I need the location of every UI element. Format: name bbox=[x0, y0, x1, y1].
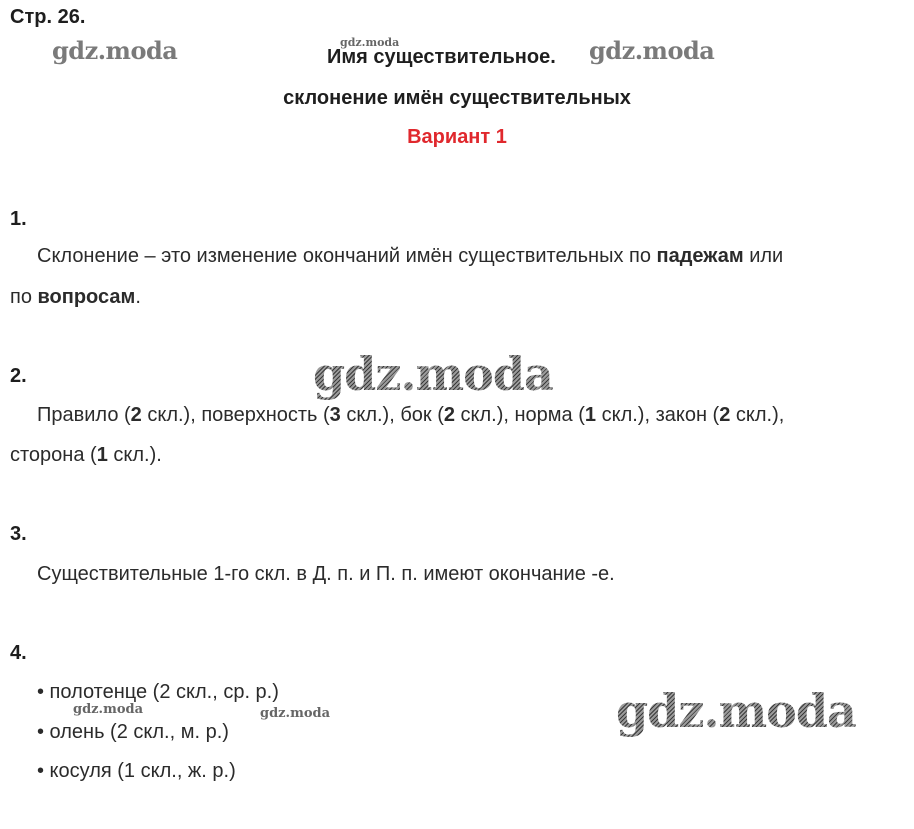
text-span: Склонение – это изменение окончаний имён существительных по bbox=[37, 245, 657, 267]
text-span: или bbox=[743, 245, 784, 267]
title-line-1: Имя существительное. bbox=[327, 46, 556, 68]
text-span: сторона ( bbox=[10, 444, 97, 466]
task-number: 1. bbox=[10, 208, 27, 230]
task-2-line-2 bbox=[10, 444, 162, 467]
list-item: • косуля (1 скл., ж. р.) bbox=[37, 760, 236, 782]
task-number: 3. bbox=[10, 523, 27, 545]
bold-term: вопросам bbox=[37, 286, 136, 308]
watermark: gdz.moda bbox=[73, 702, 144, 717]
text-span: . bbox=[135, 286, 141, 308]
text-span: скл.), bbox=[730, 404, 785, 426]
page-reference: Стр. 26. bbox=[10, 6, 86, 28]
text-span: скл.), норма ( bbox=[454, 404, 585, 426]
watermark: gdz.moda bbox=[313, 347, 553, 401]
text-span: скл.), закон ( bbox=[596, 404, 720, 426]
list-item: • олень (2 скл., м. р.) bbox=[37, 721, 229, 743]
text-span: по bbox=[10, 286, 38, 308]
title-line-2: склонение имён существительных bbox=[283, 87, 631, 109]
bold-digit: 2 bbox=[719, 404, 731, 426]
bold-digit: 3 bbox=[329, 404, 341, 426]
text-span: Правило ( bbox=[37, 404, 131, 426]
bold-digit: 2 bbox=[130, 404, 142, 426]
bold-digit: 1 bbox=[584, 404, 597, 426]
task-2-line-1 bbox=[37, 404, 784, 427]
watermark: gdz.moda bbox=[340, 36, 400, 49]
watermark: gdz.moda bbox=[616, 684, 856, 738]
task-1-line-2 bbox=[10, 286, 141, 309]
task-number: 2. bbox=[10, 365, 27, 387]
text-span: скл.), бок ( bbox=[340, 404, 444, 426]
watermark: gdz.moda bbox=[589, 36, 715, 65]
bold-digit: 1 bbox=[96, 444, 108, 466]
task-1-line-1 bbox=[37, 245, 783, 268]
text-span: скл.), поверхность ( bbox=[141, 404, 330, 426]
watermark: gdz.moda bbox=[52, 36, 178, 65]
bold-digit: 2 bbox=[443, 404, 455, 426]
watermark: gdz.moda bbox=[260, 706, 331, 721]
text-span: скл.). bbox=[107, 444, 162, 466]
task-number: 4. bbox=[10, 642, 27, 664]
variant-label: Вариант 1 bbox=[407, 126, 507, 148]
list-item: • полотенце (2 скл., ср. р.) bbox=[37, 681, 279, 703]
bold-term: падежам bbox=[656, 245, 744, 267]
task-3-text: Существительные 1-го скл. в Д. п. и П. п. имеют окончание -е. bbox=[37, 563, 615, 585]
